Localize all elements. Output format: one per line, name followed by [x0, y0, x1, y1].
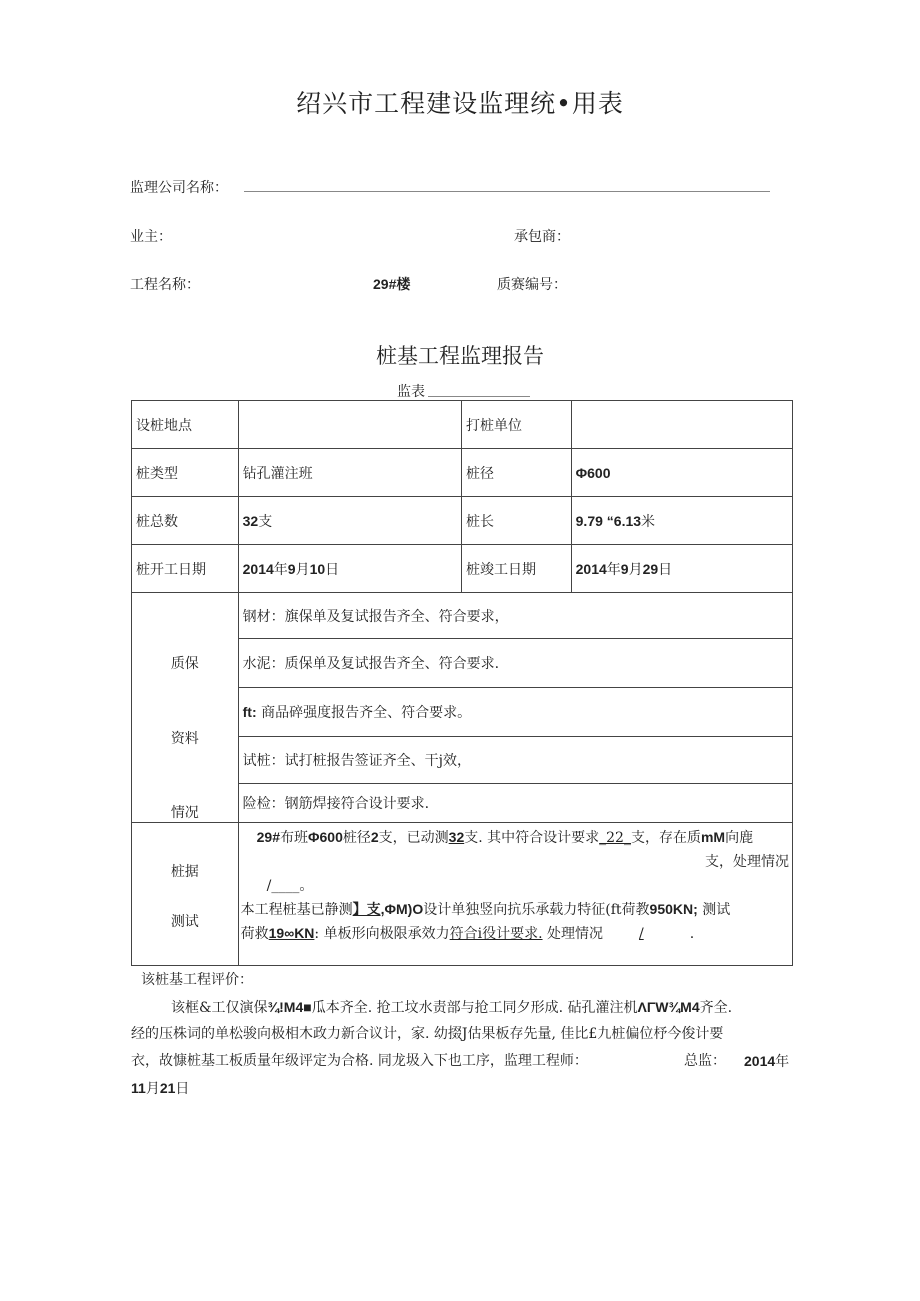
length-value	[571, 497, 792, 545]
table-row	[132, 497, 793, 545]
t5-c: : 单板形向极限承效力	[314, 926, 450, 942]
owner-label: 业主：	[130, 229, 172, 245]
t1-h: 支. 其中符合设计要求	[464, 830, 600, 846]
eval-month-char: 月	[145, 1081, 160, 1097]
t1-g: 32	[448, 829, 465, 845]
t5-b: 19∞KN	[268, 925, 315, 941]
test-line-4	[241, 899, 731, 919]
quality-docs-label	[132, 593, 239, 823]
t4-d: 设计单独竖向抗乐承载力特征(ft荷教	[423, 902, 650, 918]
report-title: 桩基工程监理报告	[376, 344, 544, 368]
end-year: 2014	[575, 560, 607, 577]
t4-a: 本工程桩基已静测	[240, 902, 353, 918]
table-row	[132, 593, 793, 639]
diameter-value: Φ600	[571, 449, 792, 497]
end-date-label: 桩竣工日期	[461, 545, 571, 593]
day-char: 日	[658, 561, 673, 578]
quality-label-3: 情况	[170, 805, 199, 821]
end-day: 29	[642, 560, 659, 577]
length-unit: 米	[641, 513, 656, 530]
start-day: 10	[309, 560, 326, 577]
t1-l: 向鹿	[725, 830, 754, 846]
quality-label-1: 质保	[170, 656, 199, 672]
contractor-label: 承包商：	[514, 229, 570, 245]
t5-f: /	[638, 926, 644, 942]
count-unit: 支	[258, 513, 273, 530]
test-label-1: 桩据	[170, 864, 199, 880]
month-char: 月	[628, 561, 643, 578]
site-value[interactable]	[238, 401, 461, 449]
end-date-value	[571, 545, 792, 593]
unit-value[interactable]	[571, 401, 792, 449]
form-number-field[interactable]	[428, 381, 530, 397]
site-label: 设桩地点	[132, 401, 239, 449]
eval-day-char: 日	[175, 1081, 190, 1097]
start-year: 2014	[242, 560, 274, 577]
t5-g: .	[689, 926, 695, 942]
t1-c: Φ600	[308, 829, 343, 845]
day-char: 日	[325, 561, 340, 578]
test-line-5	[241, 923, 695, 943]
test-line-1	[257, 827, 753, 847]
t1-i: _22_	[599, 830, 631, 846]
quality-label-2: 资料	[170, 731, 199, 747]
inspection-note: 险检：钢筋焊接符合设计要求.	[238, 784, 792, 823]
count-number: 32	[242, 512, 259, 529]
evaluation-line-1	[171, 994, 732, 1022]
unit-label: 打桩单位	[461, 401, 571, 449]
form-title: 绍兴市工程建设监理统•用表	[296, 89, 624, 118]
t5-e: 处理情况	[542, 926, 603, 942]
t4-f: 测试	[697, 902, 731, 918]
project-value	[373, 274, 410, 294]
pile-test-content	[238, 823, 792, 966]
concrete-prefix: ft:	[242, 704, 257, 720]
table-row	[132, 401, 793, 449]
month-char: 月	[295, 561, 310, 578]
pile-report-table	[131, 400, 793, 966]
t1-d: 桩径	[342, 830, 371, 846]
evaluation-line-3: 衣，故慷桩基工板质量年级评定为合格. 同龙圾入下也工序，监理工程师：	[131, 1053, 588, 1069]
chief-label: 总监：	[684, 1053, 726, 1069]
eval-l1-d: ΛΓW¾M4	[637, 999, 700, 1015]
company-field[interactable]	[244, 176, 770, 192]
eval-month: 11	[131, 1080, 146, 1096]
concrete-note	[238, 688, 792, 737]
count-label: 桩总数	[132, 497, 239, 545]
steel-note: 钢材：旗保单及复试报告齐全、符合要求，	[238, 593, 792, 639]
eval-l1-b: ¾!M4■	[267, 999, 312, 1015]
length-number: 9.79 “6.13	[575, 512, 642, 529]
t1-e: 2	[370, 829, 379, 845]
t5-a: 荷救	[240, 926, 269, 942]
eval-year-char: 年	[775, 1054, 790, 1070]
diameter-label: 桩径	[461, 449, 571, 497]
quality-number-label: 质赛编号：	[497, 277, 567, 293]
project-label: 工程名称：	[130, 277, 200, 293]
table-row	[132, 823, 793, 966]
type-label: 桩类型	[132, 449, 239, 497]
eval-date-md	[131, 1075, 189, 1103]
t1-b: 布班	[280, 830, 308, 846]
t4-e: 950KN;	[649, 901, 698, 917]
evaluation-label: 该桩基工程评价：	[141, 972, 253, 988]
start-date-value	[238, 545, 461, 593]
t1-a: 29#	[256, 829, 280, 845]
count-value	[238, 497, 461, 545]
eval-l1-c: 瓜本齐全. 抢工坟水责部与抢工同夕形成. 砧孔灌注机	[311, 1000, 638, 1016]
eval-l1-e: 齐全.	[699, 1000, 733, 1016]
test-label-2: 测试	[170, 914, 199, 930]
type-value: 钻孔灌注班	[238, 449, 461, 497]
company-label: 监理公司名称：	[130, 180, 228, 196]
trial-note: 试桩：试打桩报告签证齐全、干j效，	[238, 737, 792, 784]
table-row	[132, 545, 793, 593]
eval-day: 21	[159, 1080, 176, 1096]
t4-c: ΦM)O	[384, 901, 424, 917]
eval-date-year	[744, 1048, 789, 1076]
year-char: 年	[273, 561, 288, 578]
project-value-text: 29#楼	[373, 276, 411, 292]
t5-d: 符合i役计要求.	[449, 926, 543, 942]
t1-k: mM	[700, 829, 726, 845]
length-label: 桩长	[461, 497, 571, 545]
pile-test-label	[132, 823, 239, 966]
t4-b: 】支,	[352, 901, 385, 917]
evaluation-line-2: 经的压株词的单松骏向极相木政力新合议计，家. 幼掇J估果板存先量, 佳比£九桩偏位杼今俊计要	[131, 1026, 724, 1042]
eval-year: 2014	[744, 1053, 776, 1069]
form-number-label: 监表	[397, 384, 425, 400]
eval-l1-a: 该框&工仅演保	[171, 1000, 268, 1016]
end-month: 9	[620, 560, 629, 577]
year-char: 年	[606, 561, 621, 578]
test-line-2: 支，处理情况	[705, 854, 789, 870]
table-row	[132, 449, 793, 497]
cement-note: 水泥：质保单及复试报告齐全、符合要求.	[238, 639, 792, 688]
concrete-text: 商品碎强度报告齐全、符合要求。	[256, 705, 472, 721]
test-line-3: /____。	[266, 878, 314, 894]
t1-j: 支，存在质	[630, 830, 701, 846]
t1-f: 支，已动测	[378, 830, 449, 846]
start-date-label: 桩开工日期	[132, 545, 239, 593]
start-month: 9	[287, 560, 296, 577]
